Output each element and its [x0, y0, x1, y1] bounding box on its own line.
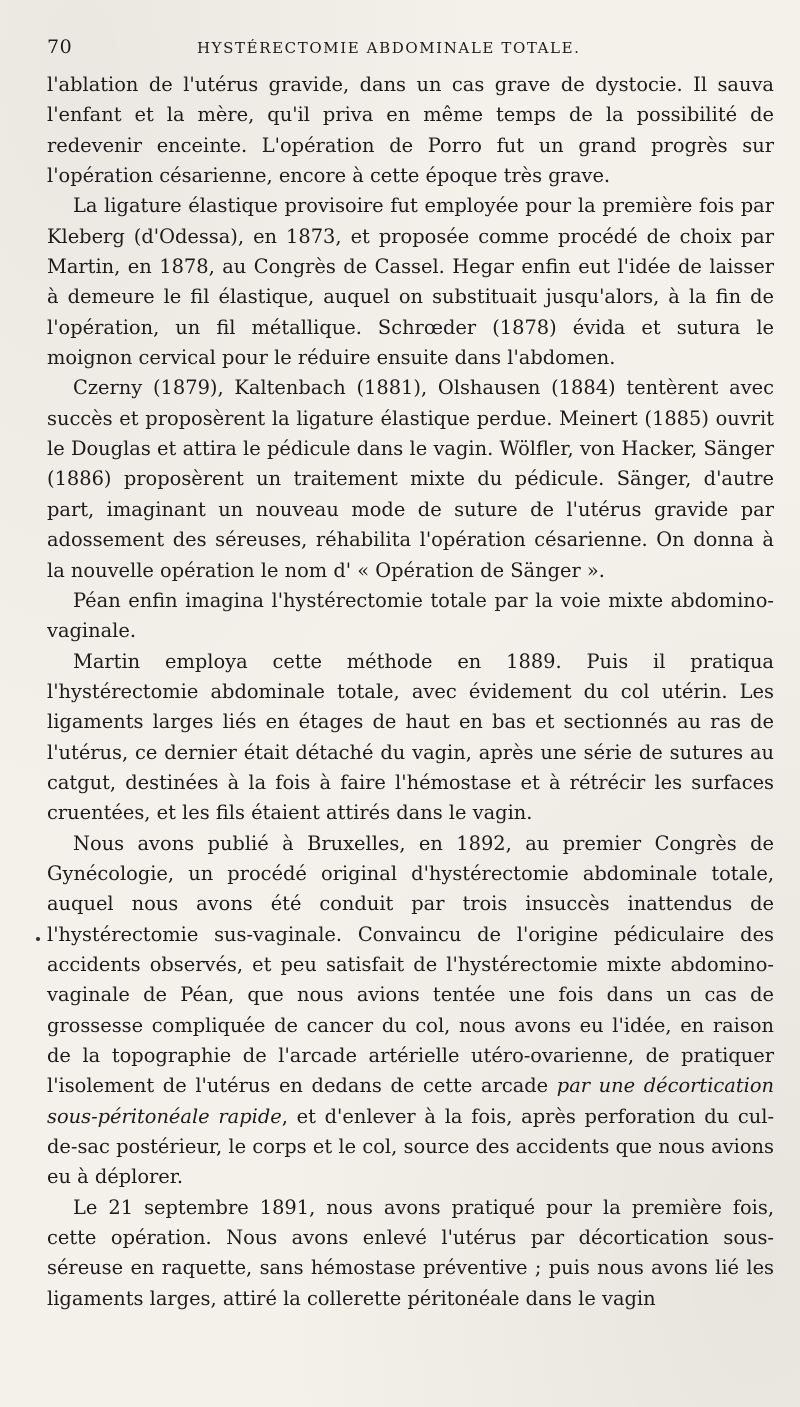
page-number: 70: [47, 36, 73, 58]
paragraph-september: Le 21 septembre 1891, nous avons pratiqué pour la première fois, cette opération. Nous avons enlevé l'utérus par décortication sous-séreuse en raquette, sans hémostase préventive ; puis nous avons lié les ligaments larges, attiré la collerette péritonéale dans le vagin: [47, 1195, 774, 1310]
paragraph-ligature: La ligature élastique provisoire fut employée pour la première fois par Kleberg (d'Odessa), en 1873, et proposée comme procédé de choix par Martin, en 1878, au Congrès de Cassel. Hegar enfin eut l'idée de laisser à demeure le fil élastique, auquel on substituait jusqu'alors, à la fin de l'opération, un fil métallique. Schrœder (1878) évida et sutura le moignon cervical pour le réduire ensuite dans l'abdomen.: [47, 194, 774, 370]
body-text: [47, 70, 774, 1314]
paragraph-porro: l'ablation de l'utérus gravide, dans un cas grave de dystocie. Il sauva l'enfant et la mère, qu'il priva en même temps de la possibilité de redevenir enceinte. L'opération de Porro fut un grand progrès sur l'opération césarienne, encore à cette époque très grave.: [47, 73, 774, 188]
running-head: [47, 36, 774, 66]
paragraph-bruxelles: [47, 829, 774, 1193]
paragraph-pean: Péan enfin imagina l'hystérectomie totale par la voie mixte abdomino-vaginale.: [47, 588, 774, 643]
paragraph-bruxelles-end: , et d'enlever à la fois, après perforation du cul-de-sac postérieur, le corps et le col, source des accidents que nous avions eu à déplorer.: [47, 1104, 774, 1189]
paragraph-czerny: Czerny (1879), Kaltenbach (1881), Olshausen (1884) tentèrent avec succès et proposèrent la ligature élastique perdue. Meinert (1885) ouvrit le Douglas et attira le pédicule dans le vagin. Wölfler, von Hacker, Sänger (1886) proposèrent un traitement mixte du pédicule. Sänger, d'autre part, imaginant un nouveau mode de suture de l'utérus gravide par adossement des séreuses, réhabilita l'opération césarienne. On donna à la nouvelle opération le nom d' « Opération de Sänger ».: [47, 376, 774, 582]
paragraph-bruxelles-start: Nous avons publié à Bruxelles, en 1892, au premier Congrès de Gynécologie, un procédé original d'hystérectomie abdominale totale, auquel nous avons été conduit par trois insuccès inattendus de l'hystérectomie sus-vaginale. Convaincu de l'origine pédiculaire des accidents observés, et peu satisfait de l'hystérectomie mixte abdomino-vaginale de Péan, que nous avions tentée une fois dans un cas de grossesse compliquée de cancer du col, nous avons eu l'idée, en raison de la topographie de l'arcade artérielle utéro-ovarienne, de pratiquer l'isolement de l'utérus en dedans de cette arcade: [47, 831, 774, 1098]
running-title: HYSTÉRECTOMIE ABDOMINALE TOTALE.: [197, 39, 581, 57]
margin-speck: [36, 937, 40, 941]
paragraph-martin: Martin employa cette méthode en 1889. Puis il pratiqua l'hystérectomie abdominale totale, avec évidement du col utérin. Les ligaments larges liés en étages de haut en bas et sectionnés au ras de l'utérus, ce dernier était détaché du vagin, après une série de sutures au catgut, destinées à la fois à faire l'hémostase et à rétrécir les surfaces cruentées, et les fils étaient attirés dans le vagin.: [47, 649, 774, 825]
paragraph-bruxelles-italic: par une décortication sous-péritonéale rapide: [47, 1074, 774, 1128]
